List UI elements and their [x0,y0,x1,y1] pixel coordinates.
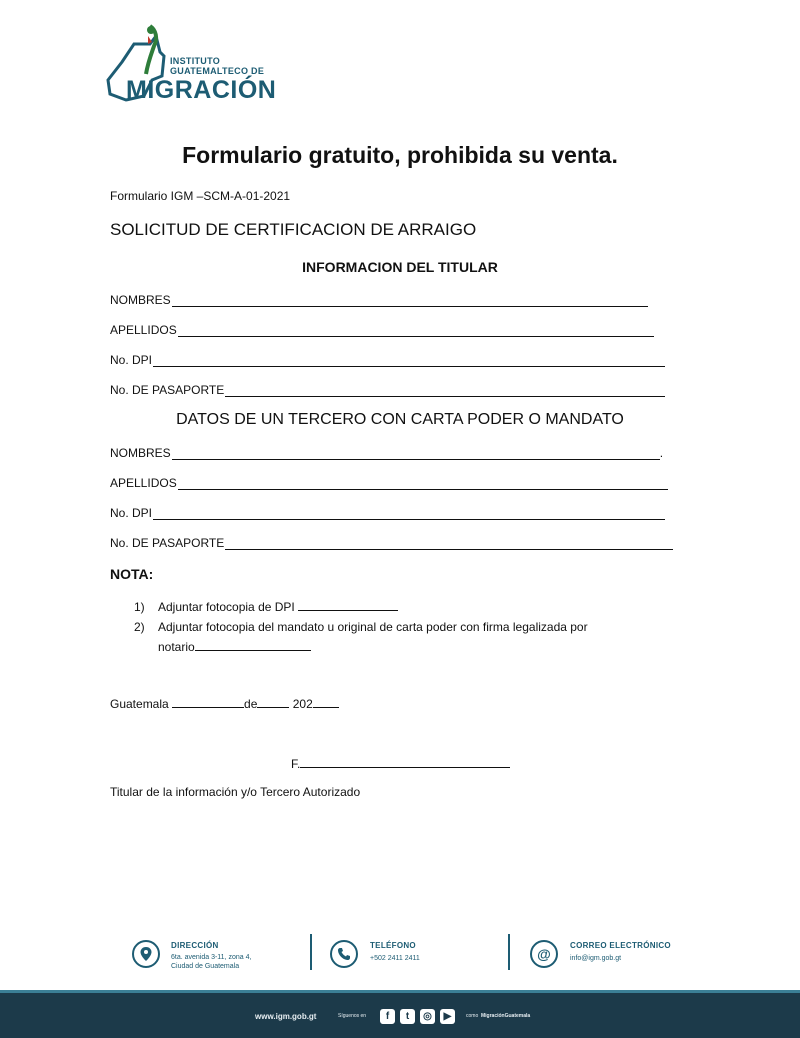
tercero-pasaporte-field[interactable] [110,534,673,550]
nota-list [134,597,588,657]
field-line[interactable] [153,354,665,367]
date-city: Guatemala [110,697,169,711]
nota-label: NOTA: [110,566,154,582]
dpi-check-line[interactable] [298,598,398,611]
phone-icon [330,940,358,968]
direccion-line1: 6ta. avenida 3-11, zona 4, [171,954,252,961]
social-handle-prefix: como [466,1013,479,1019]
item-text: Adjuntar fotocopia de DPI [158,600,295,614]
field-line[interactable] [178,477,668,490]
correo-title: CORREO ELECTRÓNICO [570,941,671,950]
field-label: No. DPI [110,353,153,367]
date-line [110,695,339,711]
follow-text: Síguenos en [338,1013,367,1019]
field-label: NOMBRES [110,293,171,307]
titular-apellidos-field[interactable] [110,321,654,337]
location-pin-icon [132,940,160,968]
titular-nombres-field[interactable] [110,291,648,307]
social-handle[interactable]: MigraciónGuatemala [481,1013,531,1019]
signature-caption: Titular de la información y/o Tercero Autorizado [110,785,361,799]
facebook-icon[interactable]: f [380,1009,395,1024]
direccion-block [132,940,160,968]
page-title: Formulario gratuito, prohibida su venta. [182,142,618,168]
correo-value[interactable]: info@igm.gob.gt [570,955,622,962]
field-line[interactable] [225,384,665,397]
trailing-dot: . [659,446,664,460]
item-text-2: notario [158,640,195,654]
telefono-block [330,940,358,968]
signature-line [291,755,510,771]
field-label: No. DE PASAPORTE [110,536,225,550]
date-year: 202 [292,697,313,711]
youtube-icon[interactable]: ▶ [440,1009,455,1024]
form-code: Formulario IGM –SCM-A-01-2021 [110,189,291,203]
mandato-check-line[interactable] [195,638,311,651]
direccion-line2: Ciudad de Guatemala [171,963,240,970]
logo-main: MIGRACIÓN [126,76,277,104]
date-month-line[interactable] [257,695,289,708]
date-year-line[interactable] [313,695,339,708]
instagram-icon[interactable]: ◎ [420,1009,435,1024]
field-line[interactable] [178,324,654,337]
list-item [134,597,588,617]
field-line[interactable] [172,447,660,460]
signature-field[interactable] [300,755,510,768]
tercero-apellidos-field[interactable] [110,474,668,490]
telefono-value[interactable]: +502 2411 2411 [370,955,420,962]
divider [508,934,510,970]
field-line[interactable] [225,537,673,550]
email-at-icon: @ [530,940,558,968]
field-label: APELLIDOS [110,476,177,490]
titular-dpi-field[interactable] [110,351,665,367]
direccion-title: DIRECCIÓN [171,941,219,950]
date-day-line[interactable] [172,695,244,708]
field-label: No. DPI [110,506,153,520]
field-label: NOMBRES [110,446,171,460]
field-label: No. DE PASAPORTE [110,383,225,397]
item-number: 1) [134,600,145,614]
date-de: de [244,697,258,711]
divider [310,934,312,970]
twitter-icon[interactable]: t [400,1009,415,1024]
correo-block [530,940,558,968]
telefono-title: TELÉFONO [370,941,416,950]
logo-line1: INSTITUTO [170,56,221,66]
field-label: APELLIDOS [110,323,177,337]
field-line[interactable] [172,294,648,307]
logo-line2: GUATEMALTECO DE [170,66,265,76]
list-item [134,617,588,657]
section1-heading: INFORMACION DEL TITULAR [302,259,498,275]
field-line[interactable] [153,507,665,520]
tercero-dpi-field[interactable] [110,504,665,520]
item-number: 2) [134,620,145,634]
section2-heading: DATOS DE UN TERCERO CON CARTA PODER O MANDATO [176,411,624,428]
signature-prefix: F. [291,757,301,771]
website-link[interactable]: www.igm.gob.gt [255,1012,317,1021]
item-text: Adjuntar fotocopia del mandato u original de carta poder con firma legalizada por [158,620,588,634]
tercero-nombres-field[interactable] [110,444,663,460]
form-name: SOLICITUD DE CERTIFICACION DE ARRAIGO [110,220,477,239]
titular-pasaporte-field[interactable] [110,381,665,397]
